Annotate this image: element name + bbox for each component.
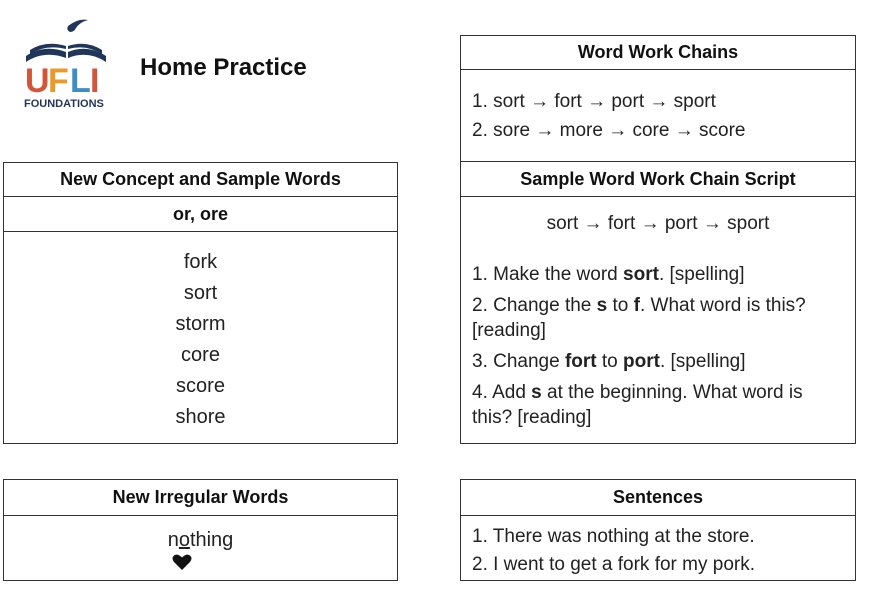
irregular-words-heading: New Irregular Words <box>4 480 397 516</box>
chain-script-box <box>460 161 856 444</box>
chain-script-heading: Sample Word Work Chain Script <box>461 162 855 197</box>
list-item: storm <box>175 313 226 335</box>
chain-item: 2. sore → more → core → score <box>472 120 746 141</box>
new-concept-box <box>3 162 398 444</box>
list-item: fork <box>183 251 218 273</box>
ufli-logo <box>22 16 114 112</box>
sample-word-list <box>4 232 397 433</box>
new-concept-heading: New Concept and Sample Words <box>4 163 397 197</box>
irregular-words-box <box>3 479 398 581</box>
page-title: Home Practice <box>140 54 307 81</box>
sentences-heading: Sentences <box>461 480 855 516</box>
sentence-item: 2. I went to get a fork for my pork. <box>472 554 756 575</box>
script-step: 4. Add s at the beginning. What word is this? [reading] <box>472 382 803 428</box>
script-step: 1. Make the word sort. [spelling] <box>472 264 745 285</box>
script-chain: sort → fort → port → sport <box>546 213 770 234</box>
sentence-item: 1. There was nothing at the store. <box>472 526 755 547</box>
list-item: score <box>176 375 225 397</box>
word-work-chains-box <box>460 35 856 163</box>
script-steps <box>461 236 855 430</box>
list-item: sort <box>183 282 218 304</box>
irregular-letter: o <box>178 529 190 551</box>
logo-letter-l: L <box>70 62 91 100</box>
script-step: 2. Change the s to f. What word is this? [reading] <box>472 295 806 341</box>
logo-letter-f: F <box>48 62 69 100</box>
word-work-chains-heading: Word Work Chains <box>461 36 855 70</box>
concept-pattern: or, ore <box>4 197 397 232</box>
list-item: shore <box>175 406 226 428</box>
logo-letter-i: I <box>90 62 100 100</box>
logo-subtext: FOUNDATIONS <box>24 98 104 110</box>
sentences-box <box>460 479 856 581</box>
script-step: 3. Change fort to port. [spelling] <box>472 351 746 372</box>
logo-letter-u: U <box>25 62 50 100</box>
chain-item: 1. sort → fort → port → sport <box>472 91 716 112</box>
irregular-word: nothing <box>167 529 234 551</box>
list-item: core <box>181 344 220 366</box>
open-book-bird-icon <box>22 16 114 112</box>
heart-icon <box>172 554 192 576</box>
